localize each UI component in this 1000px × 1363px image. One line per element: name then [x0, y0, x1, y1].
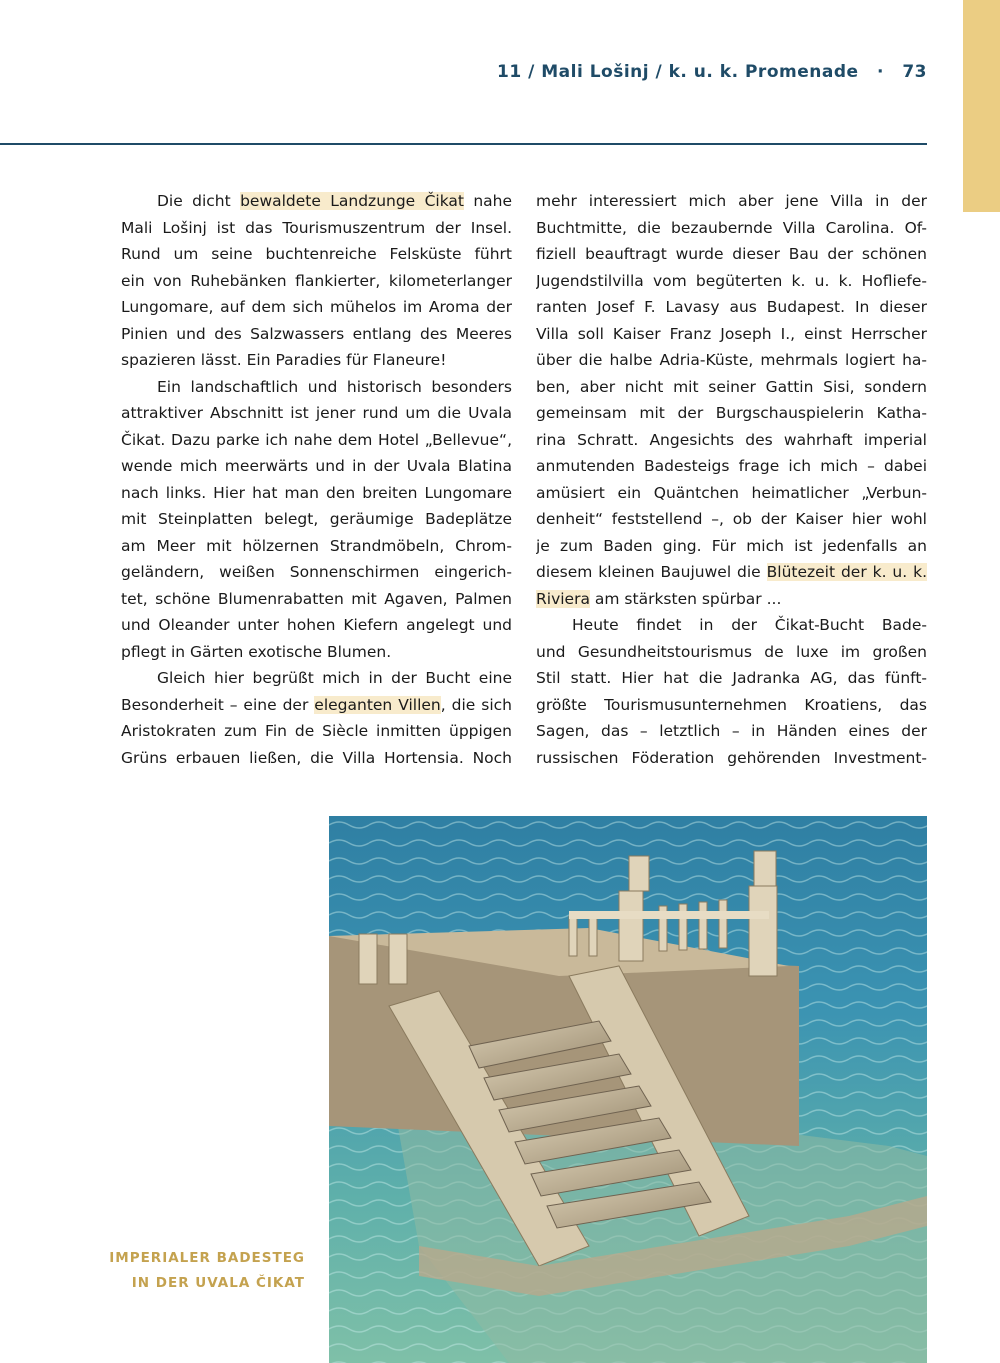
text-segment: ranten Josef F. Lavasy aus Budapest. In dieser: [536, 298, 927, 316]
text-segment: Stil statt. Hier hat die Jadranka AG, das fünft-: [536, 669, 927, 687]
photo-bathing-pier: [329, 816, 927, 1363]
text-line: [121, 533, 512, 560]
text-line: [121, 241, 512, 268]
text-segment: mehr interessiert mich aber jene Villa in der: [536, 192, 927, 210]
text-line: [121, 374, 512, 401]
text-segment: russischen Föderation gehörenden Investment-: [536, 748, 927, 767]
text-column-left: [121, 188, 512, 771]
text-line: [536, 241, 927, 268]
text-segment: spazieren lässt. Ein Paradies für Flaneure!: [121, 351, 447, 369]
text-line: [121, 347, 512, 374]
text-segment: tet, schöne Blumenrabatten mit Agaven, Palmen: [121, 589, 512, 608]
highlighted-phrase: Blütezeit der k. u. k.: [766, 563, 927, 581]
text-segment: rina Schratt. Angesichts des wahrhaft imperial: [536, 430, 927, 449]
text-segment: Heute findet in der Čikat-Bucht Bade-: [572, 616, 927, 634]
text-line: [121, 215, 512, 242]
text-segment: pflegt in Gärten exotische Blumen.: [121, 642, 392, 661]
highlighted-phrase: bewaldete Landzunge Čikat: [240, 192, 464, 210]
header-rule: [0, 143, 927, 145]
text-line: [121, 294, 512, 321]
photo-caption: [109, 1246, 305, 1296]
text-line: [121, 718, 512, 745]
text-segment: attraktiver Abschnitt ist jener rund um die Uvala: [121, 404, 512, 422]
text-line: [121, 639, 512, 666]
text-segment: geländern, weißen Sonnenschirmen eingerich-: [121, 563, 512, 581]
text-line: [121, 612, 512, 639]
text-segment: Gleich hier begrüßt mich in der Bucht eine: [157, 669, 512, 687]
text-line: [121, 665, 512, 692]
text-line: [536, 718, 927, 745]
text-segment: Villa soll Kaiser Franz Joseph I., einst Herrscher: [536, 324, 927, 343]
text-segment: ben, aber nicht mit seiner Gattin Sisi, sondern: [536, 377, 927, 396]
text-line: [536, 347, 927, 374]
text-segment: nahe: [463, 192, 512, 210]
text-line: [536, 612, 927, 639]
text-line: [536, 374, 927, 401]
text-line: [536, 321, 927, 348]
text-line: [536, 294, 927, 321]
text-line: [536, 665, 927, 692]
text-segment: über die halbe Adria-Küste, mehrmals logiert ha-: [536, 351, 927, 369]
text-segment: Ein landschaftlich und historisch besonders: [157, 377, 512, 396]
text-line: [121, 427, 512, 454]
text-segment: Rund um seine buchtenreiche Felsküste führt: [121, 245, 512, 263]
text-segment: diesem kleinen Baujuwel die: [536, 563, 767, 581]
text-segment: je zum Baden ging. Für mich ist jedenfalls an: [536, 536, 927, 555]
text-column-right: [536, 188, 927, 771]
text-segment: fiziell beauftragt wurde dieser Bau der schönen: [536, 245, 927, 263]
text-segment: Aristokraten zum Fin de Siècle inmitten üppigen: [121, 722, 512, 740]
text-line: [536, 533, 927, 560]
text-line: [536, 586, 927, 613]
text-line: [121, 453, 512, 480]
text-line: [121, 586, 512, 613]
text-segment: mit Steinplatten belegt, geräumige Badeplätze: [121, 510, 512, 528]
text-line: [121, 692, 512, 719]
text-segment: Sagen, das – letztlich – in Händen eines der: [536, 722, 927, 740]
text-segment: größte Tourismusunternehmen Kroatiens, das: [536, 695, 927, 714]
text-line: [121, 559, 512, 586]
chapter-title: 11 / Mali Lošinj / k. u. k. Promenade: [497, 62, 859, 82]
text-segment: ein von Ruhebänken flankierter, kilometerlanger: [121, 271, 512, 290]
text-segment: , die sich: [440, 695, 512, 714]
text-segment: anmutenden Badesteigs frage ich mich – dabei: [536, 457, 927, 475]
text-segment: Jugendstilvilla vom begüterten k. u. k. Hofliefe-: [536, 271, 927, 290]
highlighted-phrase: eleganten Villen: [314, 695, 441, 714]
caption-line-2: IN DER UVALA ČIKAT: [131, 1275, 305, 1291]
text-line: [536, 268, 927, 295]
text-segment: Besonderheit – eine der: [121, 695, 315, 714]
text-segment: Die dicht: [157, 192, 241, 210]
page-number: 73: [902, 62, 927, 82]
text-segment: am stärksten spürbar ...: [589, 589, 782, 608]
highlighted-phrase: Riviera: [536, 589, 590, 608]
text-line: [536, 427, 927, 454]
text-line: [536, 559, 927, 586]
text-segment: wende mich meerwärts und in der Uvala Blatina: [121, 457, 512, 475]
text-segment: am Meer mit hölzernen Strandmöbeln, Chrom-: [121, 536, 512, 555]
running-head: [497, 62, 927, 82]
text-line: [536, 453, 927, 480]
header-separator: ·: [876, 62, 884, 82]
caption-line-1: IMPERIALER BADESTEG: [109, 1250, 305, 1266]
text-line: [121, 321, 512, 348]
text-line: [121, 400, 512, 427]
text-segment: Lungomare, auf dem sich mühelos im Aroma der: [121, 298, 512, 316]
text-segment: Buchtmitte, die bezaubernde Villa Carolina. Of-: [536, 218, 927, 237]
text-line: [536, 639, 927, 666]
text-segment: und Oleander unter hohen Kiefern angelegt und: [121, 616, 512, 634]
text-segment: und Gesundheitstourismus de luxe im großen: [536, 642, 927, 661]
text-line: [536, 692, 927, 719]
text-line: [121, 745, 512, 772]
text-line: [121, 268, 512, 295]
text-segment: Čikat. Dazu parke ich nahe dem Hotel „Bellevue“,: [121, 430, 512, 449]
text-line: [121, 188, 512, 215]
text-line: [536, 506, 927, 533]
text-segment: amüsiert ein Quäntchen heimatlicher „Verbun-: [536, 483, 927, 502]
text-line: [536, 745, 927, 772]
text-segment: nach links. Hier hat man den breiten Lungomare: [121, 483, 512, 502]
text-line: [536, 480, 927, 507]
text-line: [121, 506, 512, 533]
text-segment: Grüns erbauen ließen, die Villa Hortensia. Noch: [121, 748, 512, 767]
text-line: [536, 188, 927, 215]
text-segment: Mali Lošinj ist das Tourismuszentrum der Insel.: [121, 218, 512, 237]
text-segment: gemeinsam mit der Burgschauspielerin Katha-: [536, 404, 927, 422]
text-line: [536, 215, 927, 242]
chapter-tab: [963, 0, 1000, 212]
text-line: [121, 480, 512, 507]
text-segment: denheit“ feststellend –, ob der Kaiser hier wohl: [536, 510, 927, 528]
text-line: [536, 400, 927, 427]
text-segment: Pinien und des Salzwassers entlang des Meeres: [121, 324, 512, 343]
